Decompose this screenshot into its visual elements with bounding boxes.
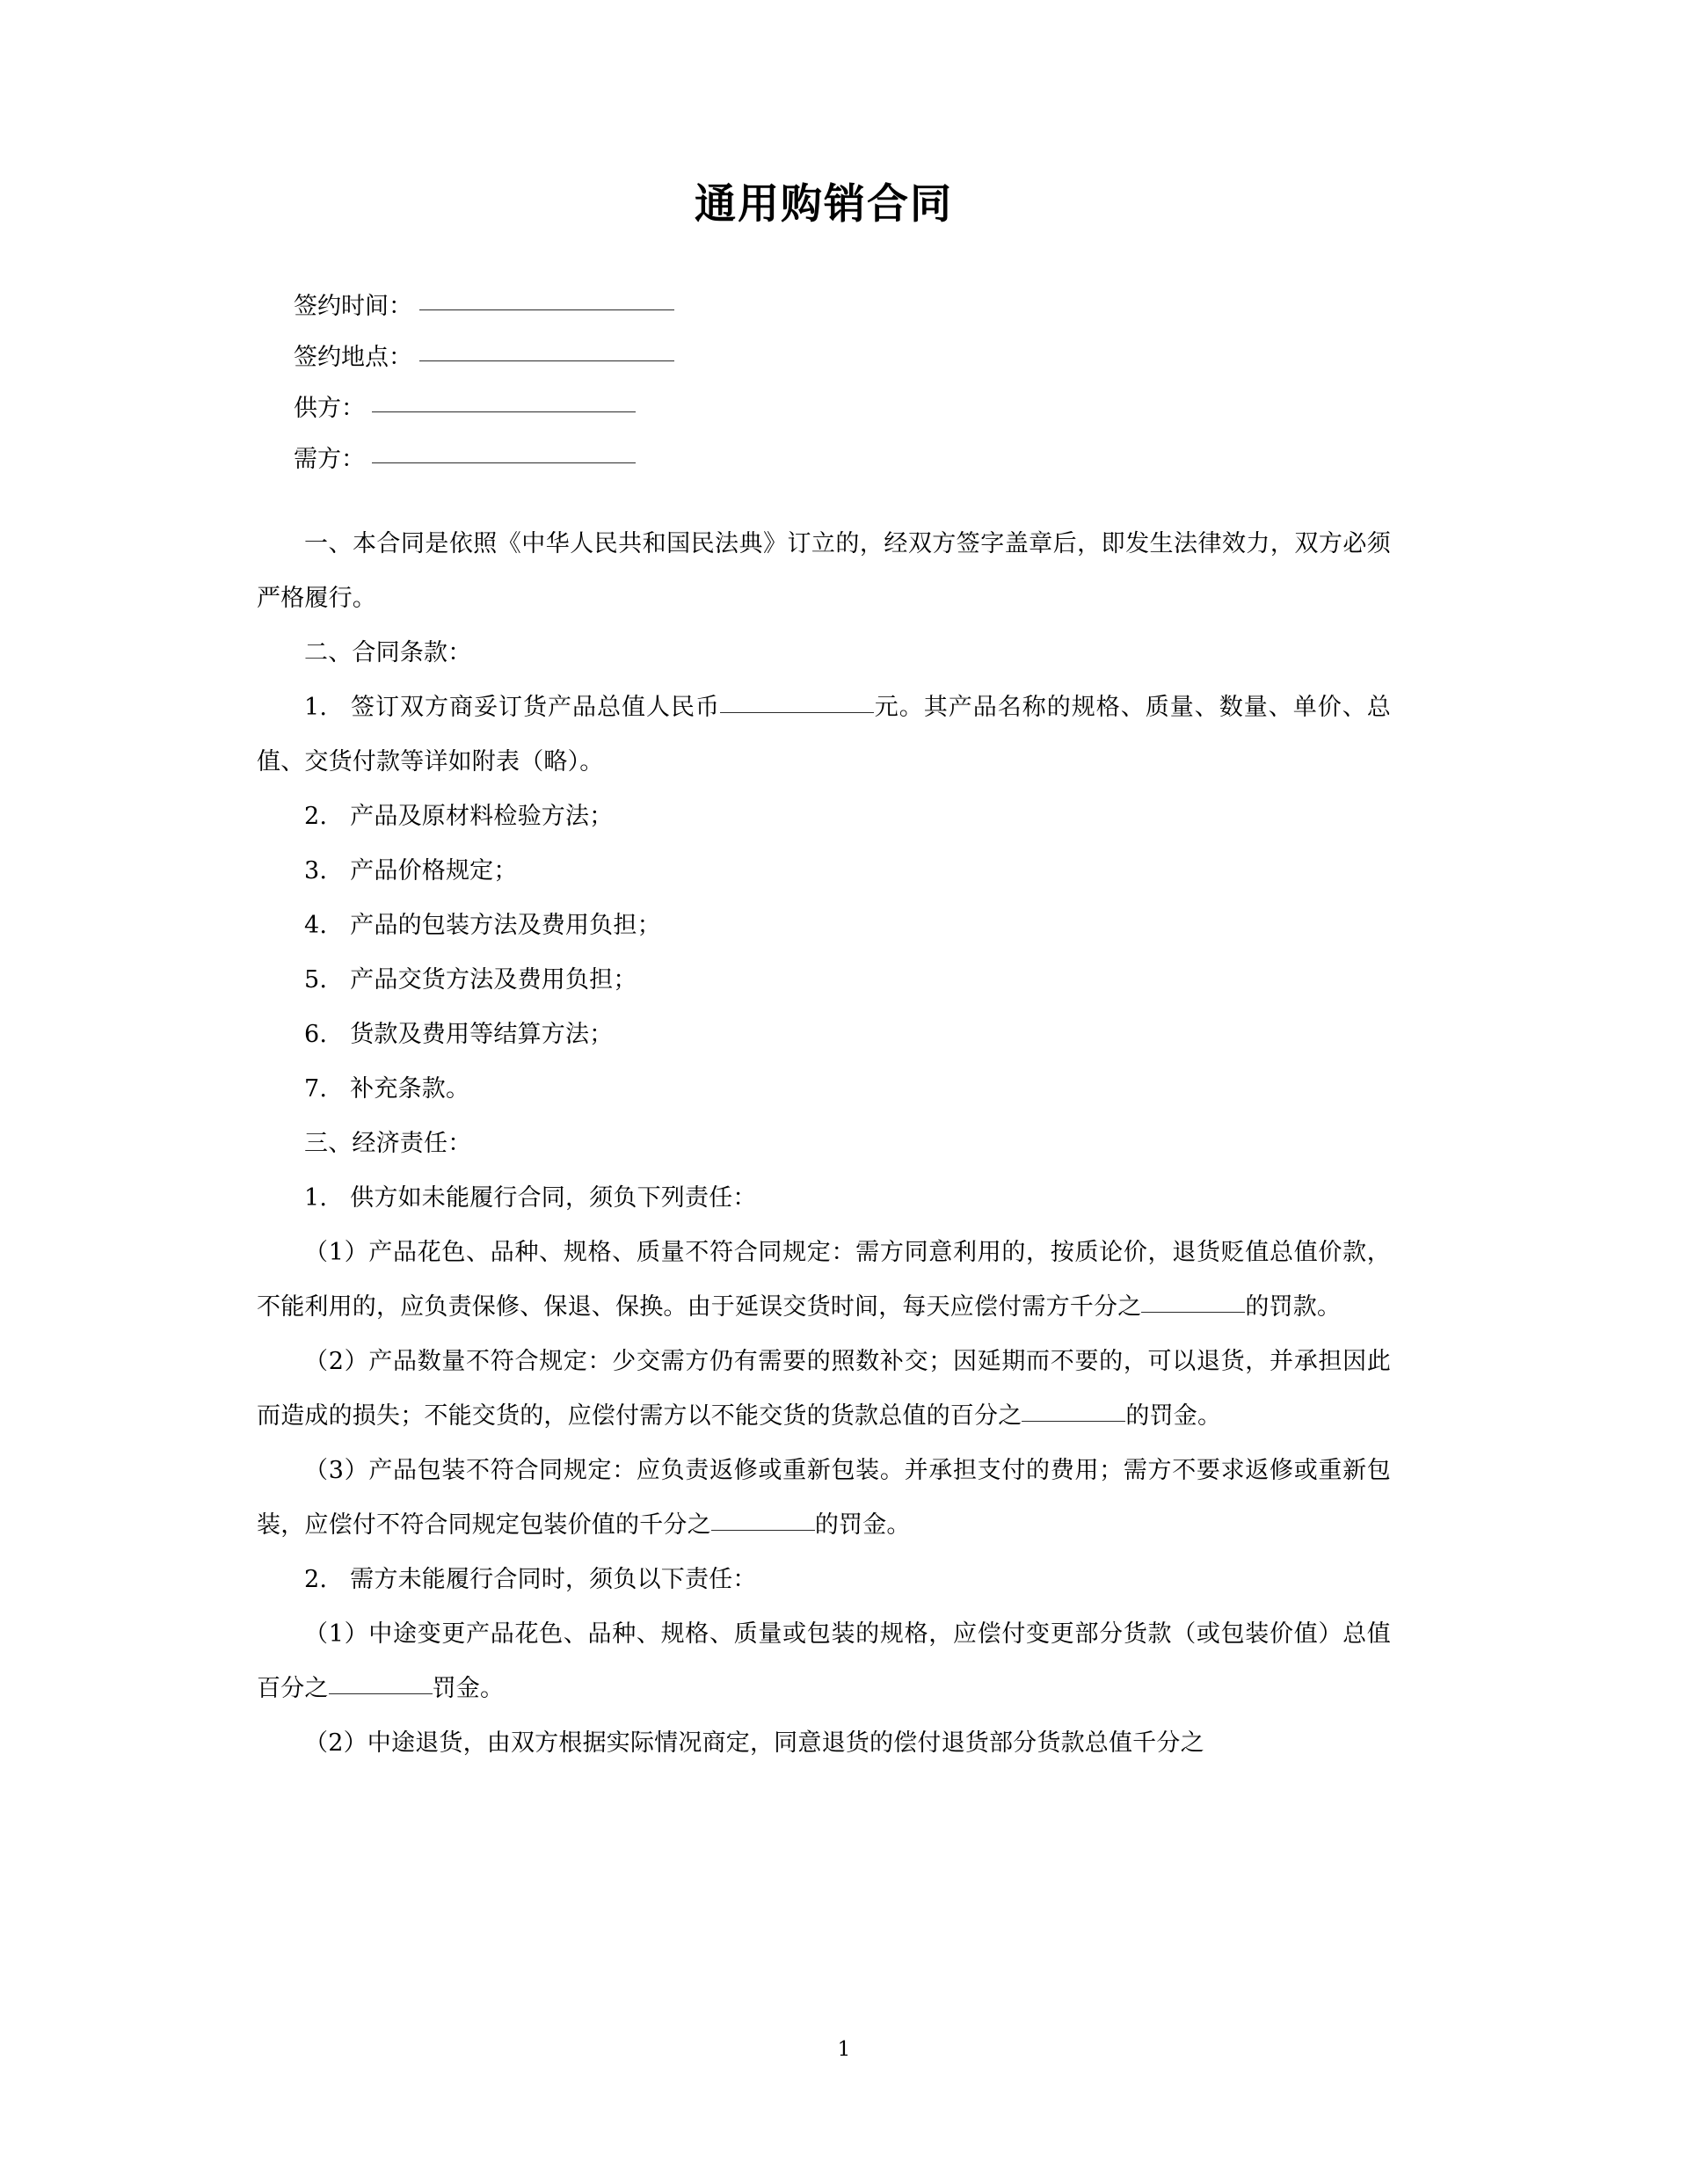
list-text-after: 元。其产品名称的规格、质量、数量、单价、总值、交货付款等详如附表（略）。	[257, 694, 1391, 776]
field-row-buyer	[294, 446, 1391, 474]
clause-2-item-5	[257, 953, 1391, 1008]
list-number: 2.	[304, 803, 328, 831]
item-text-before: 中途变更产品花色、品种、规格、质量或包装的规格，应偿付变更部分货款（或包装价值）总值百分之	[257, 1620, 1391, 1703]
item-label: （2）	[304, 1729, 367, 1758]
item-text-before: 中途退货，由双方根据实际情况商定，同意退货的偿付退货部分货款总值千分之	[367, 1729, 1204, 1758]
list-number: 2.	[304, 1566, 328, 1594]
supplier-responsibility-heading	[257, 1171, 1391, 1226]
item-text-after: 罚金。	[432, 1675, 505, 1703]
field-input-supplier[interactable]	[372, 411, 636, 412]
page-title: 通用购销合同	[695, 180, 953, 229]
item-label: （1）	[304, 1239, 369, 1267]
clause-2-item-4	[257, 899, 1391, 953]
field-input-buyer[interactable]	[372, 462, 636, 463]
supplier-item-1	[257, 1226, 1391, 1335]
item-label: （2）	[304, 1348, 369, 1376]
clause-3-heading: 三、经济责任：	[304, 1130, 472, 1158]
list-text: 产品的包装方法及费用负担；	[350, 912, 661, 940]
clause-2-item-1	[257, 681, 1391, 790]
field-label-supplier: 供方：	[294, 395, 365, 423]
field-label-buyer: 需方：	[294, 446, 365, 474]
clause-2-item-7	[257, 1062, 1391, 1117]
item-text-after: 的罚金。	[1125, 1402, 1222, 1431]
fill-in-blank-delay-penalty[interactable]	[1141, 1312, 1245, 1313]
clause-2-item-2	[257, 790, 1391, 844]
document-body	[257, 0, 1391, 1771]
item-label: （1）	[304, 1620, 369, 1649]
clause-2-item-3	[257, 844, 1391, 899]
field-label-signing-place: 签约地点：	[294, 344, 412, 372]
fill-in-blank-change-penalty[interactable]	[329, 1693, 433, 1694]
item-text-before: 产品花色、品种、规格、质量不符合同规定：需方同意利用的，按质论价，退货贬值总值价款，不能利用的，应负责保修、保退、保换。由于延误交货时间，每天应偿付需方千分之	[257, 1239, 1391, 1321]
supplier-item-3	[257, 1444, 1391, 1553]
item-text-before: 产品数量不符合规定：少交需方仍有需要的照数补交；因延期而不要的，可以退货，并承担因此而造成的损失；不能交货的，应偿付需方以不能交货的货款总值的百分之	[257, 1348, 1391, 1431]
fill-in-blank-quantity-penalty[interactable]	[1022, 1421, 1125, 1422]
field-row-supplier	[294, 395, 1391, 423]
list-text: 需方未能履行合同时，须负以下责任：	[350, 1566, 757, 1594]
list-text: 供方如未能履行合同，须负下列责任：	[350, 1184, 757, 1212]
list-text-before: 签订双方商妥订货产品总值人民币	[350, 694, 720, 722]
buyer-responsibility-heading	[257, 1553, 1391, 1607]
contract-body	[257, 517, 1391, 1771]
list-number: 4.	[304, 912, 328, 940]
item-text-after: 的罚款。	[1245, 1293, 1342, 1321]
list-text: 补充条款。	[350, 1075, 470, 1103]
item-text-after: 的罚金。	[814, 1511, 911, 1540]
fill-in-blank-total-value[interactable]	[720, 712, 874, 713]
list-text: 产品及原材料检验方法；	[350, 803, 614, 831]
list-text: 产品交货方法及费用负担；	[350, 966, 637, 994]
clause-2-heading: 二、合同条款：	[304, 639, 472, 667]
buyer-item-1	[257, 1607, 1391, 1716]
fill-in-blank-packaging-penalty[interactable]	[711, 1530, 815, 1531]
field-input-signing-place[interactable]	[419, 360, 674, 361]
field-row-signing-place	[294, 344, 1391, 372]
item-label: （3）	[304, 1457, 369, 1485]
list-number: 5.	[304, 966, 328, 994]
item-text-before: 产品包装不符合同规定：应负责返修或重新包装。并承担支付的费用；需方不要求返修或重新包装，应偿付不符合同规定包装价值的千分之	[257, 1457, 1391, 1540]
list-number: 1.	[304, 1184, 328, 1212]
field-row-signing-time	[294, 293, 1391, 321]
list-number: 6.	[304, 1021, 328, 1049]
list-number: 3.	[304, 857, 328, 885]
supplier-item-2	[257, 1335, 1391, 1444]
buyer-item-2	[257, 1716, 1391, 1771]
list-text: 产品价格规定；	[350, 857, 518, 885]
page-number: 1	[837, 2038, 851, 2061]
clause-2-item-6	[257, 1008, 1391, 1062]
contract-header-fields	[257, 293, 1391, 474]
field-label-signing-time: 签约时间：	[294, 293, 412, 321]
clause-1-paragraph: 一、本合同是依照《中华人民共和国民法典》订立的，经双方签字盖章后，即发生法律效力，双方必须严格履行。	[257, 530, 1391, 613]
list-number: 1.	[304, 694, 328, 722]
list-number: 7.	[304, 1075, 328, 1103]
list-text: 货款及费用等结算方法；	[350, 1021, 614, 1049]
field-input-signing-time[interactable]	[419, 309, 674, 310]
